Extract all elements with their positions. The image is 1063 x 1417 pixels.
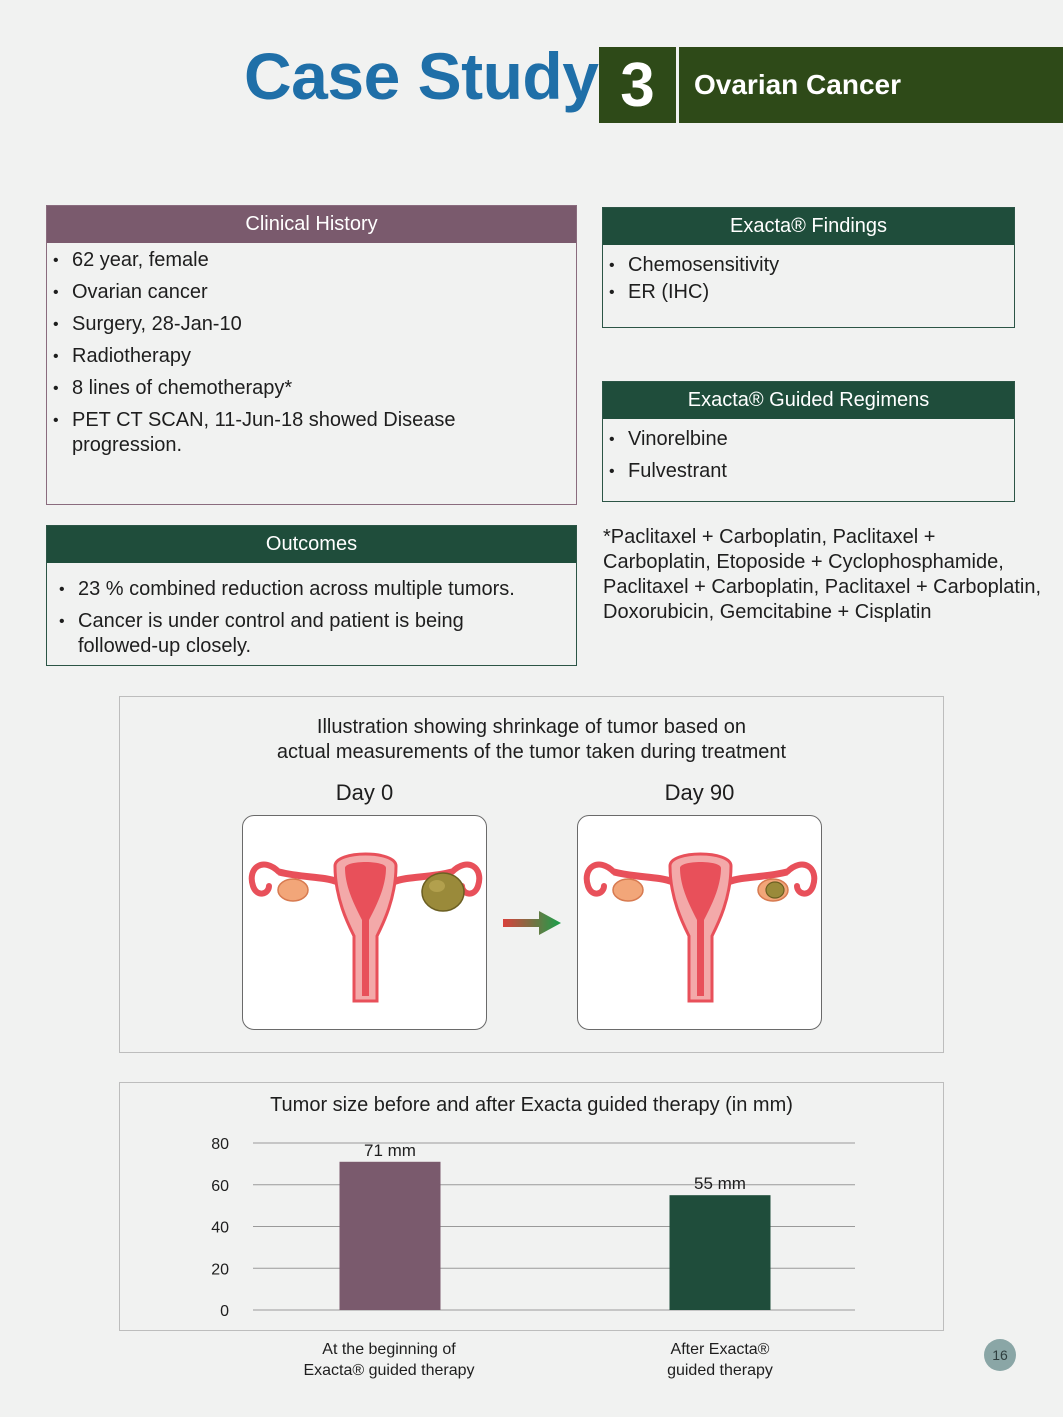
day-90-label: Day 90 — [664, 780, 735, 805]
day-0-image — [242, 815, 487, 1030]
day-0-label: Day 0 — [335, 780, 394, 805]
y-tick-label: 60 — [211, 1177, 229, 1195]
page-number: 16 — [984, 1339, 1016, 1371]
case-number: 3 — [599, 47, 676, 123]
regimens-panel — [602, 381, 1015, 502]
tumor-day-90 — [766, 882, 784, 898]
list-item: • 62 year, female — [47, 248, 467, 273]
list-item: • PET CT SCAN, 11-Jun-18 showed Disease progression. — [47, 408, 467, 458]
list-item: • Fulvestrant — [603, 459, 1014, 484]
chemotherapy-footnote: *Paclitaxel + Carboplatin, Paclitaxel + Carboplatin, Etoposide + Cyclophosphamide, Paclitaxel + Carboplatin, Paclitaxel + Carboplatin, Doxorubicin, Gemcitabine + Cisplatin — [603, 526, 1042, 623]
list-item: • Cancer is under control and patient is being followed-up closely. — [53, 609, 523, 659]
uterus-icon — [578, 816, 822, 1030]
y-tick-label: 20 — [211, 1261, 229, 1279]
x-category-label-1 — [600, 1339, 840, 1381]
outcomes-heading: Outcomes — [47, 526, 576, 563]
illustration-panel — [119, 696, 944, 1053]
clinical-history-heading: Clinical History — [47, 206, 576, 243]
illustration-caption — [120, 715, 943, 765]
list-item: • Vinorelbine — [603, 427, 1014, 452]
y-tick-label: 40 — [211, 1219, 229, 1237]
findings-panel — [602, 207, 1015, 328]
outcomes-list — [47, 563, 523, 659]
page-title: Case Study — [244, 39, 599, 113]
uterus-drawing — [587, 854, 815, 1001]
list-item: • Chemosensitivity — [603, 253, 1014, 278]
case-subtitle: Ovarian Cancer — [679, 47, 1063, 123]
list-item: • Ovarian cancer — [47, 280, 467, 305]
x-category-label-0 — [269, 1339, 509, 1381]
progress-arrow-icon — [503, 909, 563, 937]
category-1-line-1: After Exacta® — [670, 1341, 770, 1358]
clinical-history-list — [47, 243, 467, 458]
data-label-0: 71 mm — [364, 1140, 416, 1160]
chart-panel — [119, 1082, 944, 1331]
list-item: • Radiotherapy — [47, 344, 467, 369]
caption-line-1: Illustration showing shrinkage of tumor based on — [316, 716, 747, 738]
uterus-icon — [243, 816, 487, 1030]
regimens-heading: Exacta® Guided Regimens — [603, 382, 1014, 419]
caption-line-2: actual measurements of the tumor taken during treatment — [276, 741, 787, 763]
chart-title: Tumor size before and after Exacta guided therapy (in mm) — [270, 1094, 793, 1116]
day-90-image — [577, 815, 822, 1030]
y-tick-label: 80 — [211, 1136, 229, 1153]
regimens-list — [603, 419, 1014, 484]
category-0-line-1: At the beginning of — [322, 1341, 456, 1358]
findings-heading: Exacta® Findings — [603, 208, 1014, 245]
clinical-history-panel — [46, 205, 577, 505]
y-tick-label: 0 — [220, 1303, 229, 1320]
tumor-day-0 — [422, 873, 464, 911]
category-1-line-2: guided therapy — [667, 1362, 773, 1379]
list-item: • ER (IHC) — [603, 280, 1014, 305]
category-0-line-2: Exacta® guided therapy — [303, 1362, 475, 1379]
findings-list — [603, 245, 1014, 305]
list-item: • 8 lines of chemotherapy* — [47, 376, 467, 401]
outcomes-panel — [46, 525, 577, 666]
data-label-1: 55 mm — [694, 1174, 746, 1194]
list-item: • 23 % combined reduction across multiple tumors. — [53, 577, 523, 602]
list-item: • Surgery, 28-Jan-10 — [47, 312, 467, 337]
